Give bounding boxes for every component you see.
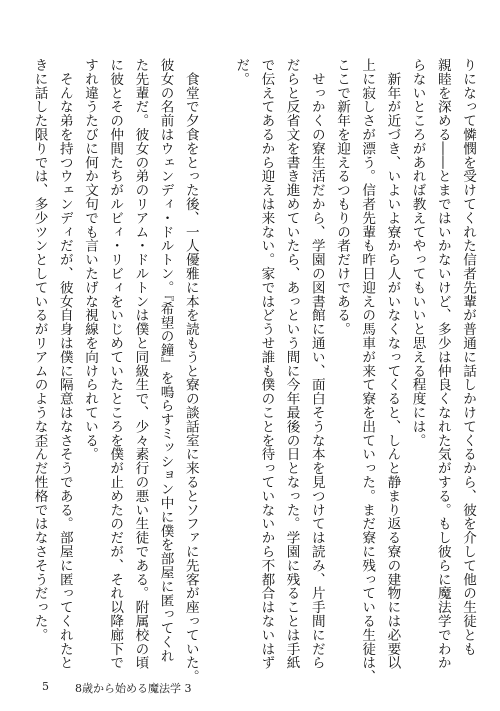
book-title: 8歳から始める魔法学 3 (75, 682, 192, 695)
page-number: 5 (42, 680, 49, 693)
body-text (22, 58, 478, 684)
text-line: すれ違うたびに何か文句でも言いたげな視線を向けられている。 (82, 58, 98, 462)
text-line: 親睦を深める――とまではいかないけど、多少は仲良くなれた気がする。もし彼らに魔法学でわか (434, 58, 451, 670)
text-line: だらと反省文を書き進めていたら、あっという間に今年最後の日となった。学園に残ることは手紙 (283, 58, 300, 670)
text-line: ここで新年を迎えるつもりの者だけである。 (334, 58, 350, 336)
text-line: らないところがあれば教えてやってもいいと思える程度には。 (409, 58, 426, 448)
text-line: 彼女の名前はウェンディ・ドルトン。『希望の鐘』を鳴らすミッション中に僕を部屋に匿ってくれ (157, 58, 174, 663)
text-line: そんな弟を持つウェンディだが、彼女自身は僕に隔意はなさそうである。部屋に匿ってくれたと (56, 58, 73, 670)
text-line: た先輩だ。彼女の弟のリアム・ドルトンは僕と同級生で、少々素行の悪い生徒である。附属校の頃 (132, 58, 149, 670)
text-line: きに話した限りでは、多少ツンとしているがリアムのような歪んだ性格ではなさそうだった。 (31, 58, 48, 642)
text-line: だ。 (233, 58, 250, 86)
text-line: に彼とその仲間たちがルビィ・リビィをいじめていたところを僕が止めたのだが、それ以降廊下で (107, 58, 124, 670)
text-line: 上に寂しさが漂う。信者先輩も昨日迎えの馬車が来て寮を出ていった。まだ寮に残っている生徒は、 (359, 58, 376, 684)
text-line: で伝えてあるから迎えは来ない。家ではどうせ誰も僕のことを待っていないから不都合はないはず (258, 58, 275, 670)
text-line: りになって憐憫を受けてくれた信者先輩が普通に話しかけてくるから、彼を介して他の生徒とも (460, 58, 476, 656)
text-line: 新年が近づき、いよいよ寮から人がいなくなってくると、しんと静まり返る寮の建物には必要以 (384, 58, 401, 670)
text-line: せっかくの寮生活だから、学園の図書館に通い、面白そうな本を見つけては読み、片手間にだら (308, 58, 325, 670)
page-footer (42, 680, 192, 696)
text-line: 食堂で夕食をとった後、一人優雅に本を読もうと寮の談話室に来るとソファに先客が座っていた。 (182, 58, 199, 684)
